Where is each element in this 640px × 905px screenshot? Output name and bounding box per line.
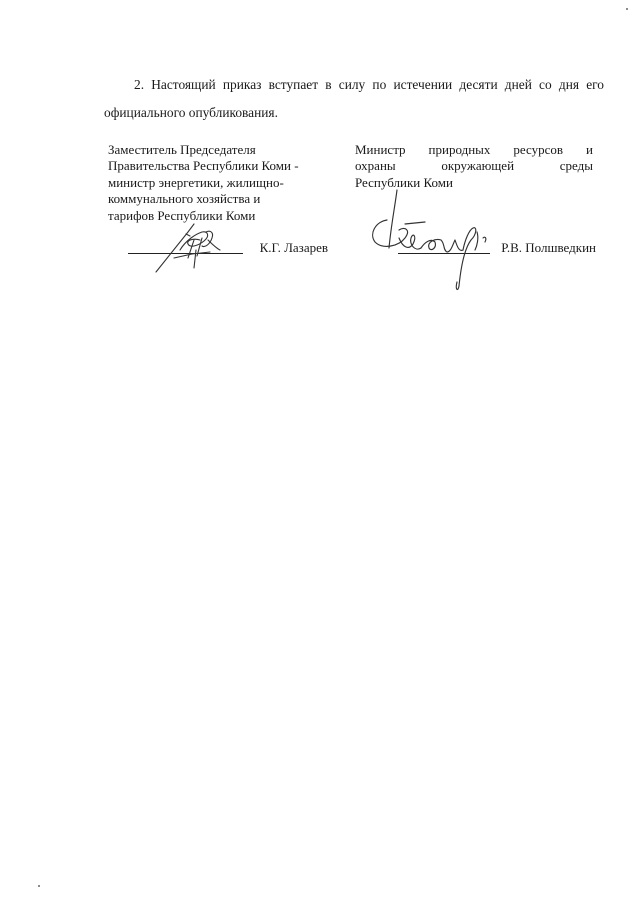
scan-speck xyxy=(626,8,628,10)
title-word: природных xyxy=(428,142,491,157)
title-line: Республики Коми xyxy=(355,174,453,190)
signature-underline xyxy=(398,253,490,254)
left-signatory-name: К.Г. Лазарев xyxy=(259,240,328,255)
right-signature-line xyxy=(398,239,596,257)
title-line: Заместитель Председателя xyxy=(108,142,256,157)
title-word: среды xyxy=(559,158,593,174)
title-line: министр энергетики, жилищно- xyxy=(108,174,284,190)
scan-speck xyxy=(38,885,40,887)
title-line: Правительства Республики Коми - xyxy=(108,158,299,174)
title-line: тарифов Республики Коми xyxy=(108,207,256,223)
title-word: ресурсов xyxy=(513,142,564,157)
title-word: окружающей xyxy=(441,158,515,174)
clause-paragraph: 2. Настоящий приказ вступает в силу по истечении десяти дней со дня его официального опубликования. xyxy=(104,77,604,121)
right-signatory-title xyxy=(355,142,593,191)
title-line xyxy=(355,142,593,158)
right-signatory-name: Р.В. Полшведкин xyxy=(501,240,596,255)
title-line: коммунального хозяйства и xyxy=(108,191,261,207)
title-line xyxy=(355,158,593,174)
left-signatory-title xyxy=(108,142,330,224)
signature-underline xyxy=(128,253,243,254)
title-word: и xyxy=(586,142,593,157)
title-word: Министр xyxy=(355,142,406,157)
left-signature-line xyxy=(128,239,328,257)
title-word: охраны xyxy=(355,158,396,174)
